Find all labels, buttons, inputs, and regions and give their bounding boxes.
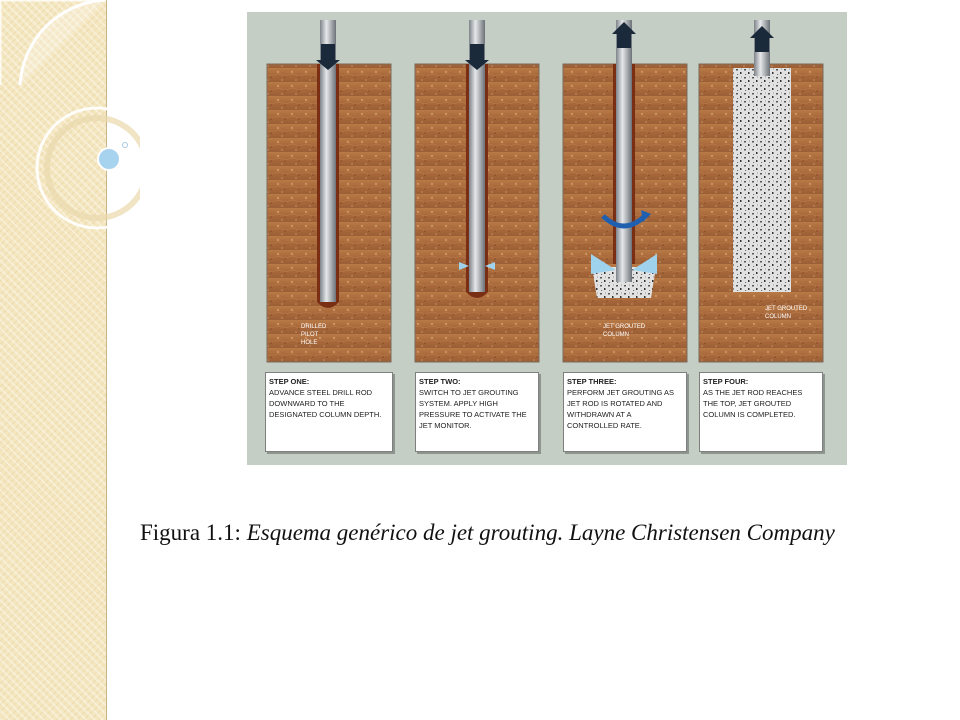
step-description: ADVANCE STEEL DRILL ROD DOWNWARD TO THE DESIGNATED COLUMN DEPTH. <box>269 388 382 419</box>
decorative-circles <box>0 0 140 240</box>
bubble-large <box>98 148 120 170</box>
step-title: STEP FOUR: <box>703 377 749 386</box>
step-description: PERFORM JET GROUTING AS JET ROD IS ROTATED AND WITHDRAWN AT A CONTROLLED RATE. <box>567 388 674 430</box>
step-title: STEP ONE: <box>269 377 310 386</box>
panel-step-one <box>267 20 391 362</box>
panel-step-three <box>563 20 687 362</box>
annotation-line: DRILLED <box>301 324 327 330</box>
jet-grouting-figure <box>247 12 847 465</box>
step-two-label <box>415 372 539 452</box>
annotation-line: COLUMN <box>765 314 792 320</box>
grout-column-complete <box>733 68 791 292</box>
step-three-label <box>563 372 687 452</box>
step-title: STEP TWO: <box>419 377 461 386</box>
up-arrow-icon <box>750 26 774 52</box>
bubble-small <box>123 143 128 148</box>
caption-prefix: Figura 1.1: <box>140 520 241 545</box>
caption-text: Esquema genérico de jet grouting. Layne Christensen Company <box>246 520 835 545</box>
annotation-line: JET GROUTED <box>603 324 646 330</box>
annotation-line: PILOT <box>301 332 319 338</box>
step-title: STEP THREE: <box>567 377 617 386</box>
annotation-line: HOLE <box>301 340 318 346</box>
figure-caption <box>140 520 955 546</box>
step-description: AS THE JET ROD REACHES THE TOP, JET GROUTED COLUMN IS COMPLETED. <box>703 388 803 419</box>
drill-rod <box>616 20 632 282</box>
panel-step-four <box>699 20 823 362</box>
annotation-line: COLUMN <box>603 332 630 338</box>
step-description: SWITCH TO JET GROUTING SYSTEM. APPLY HIGH PRESSURE TO ACTIVATE THE JET MONITOR. <box>419 388 527 430</box>
step-four-label <box>699 372 823 452</box>
annotation-line: JET GROUTED <box>765 306 808 312</box>
panel-step-two <box>415 20 539 362</box>
up-arrow-icon <box>612 22 636 48</box>
step-one-label <box>265 372 393 452</box>
